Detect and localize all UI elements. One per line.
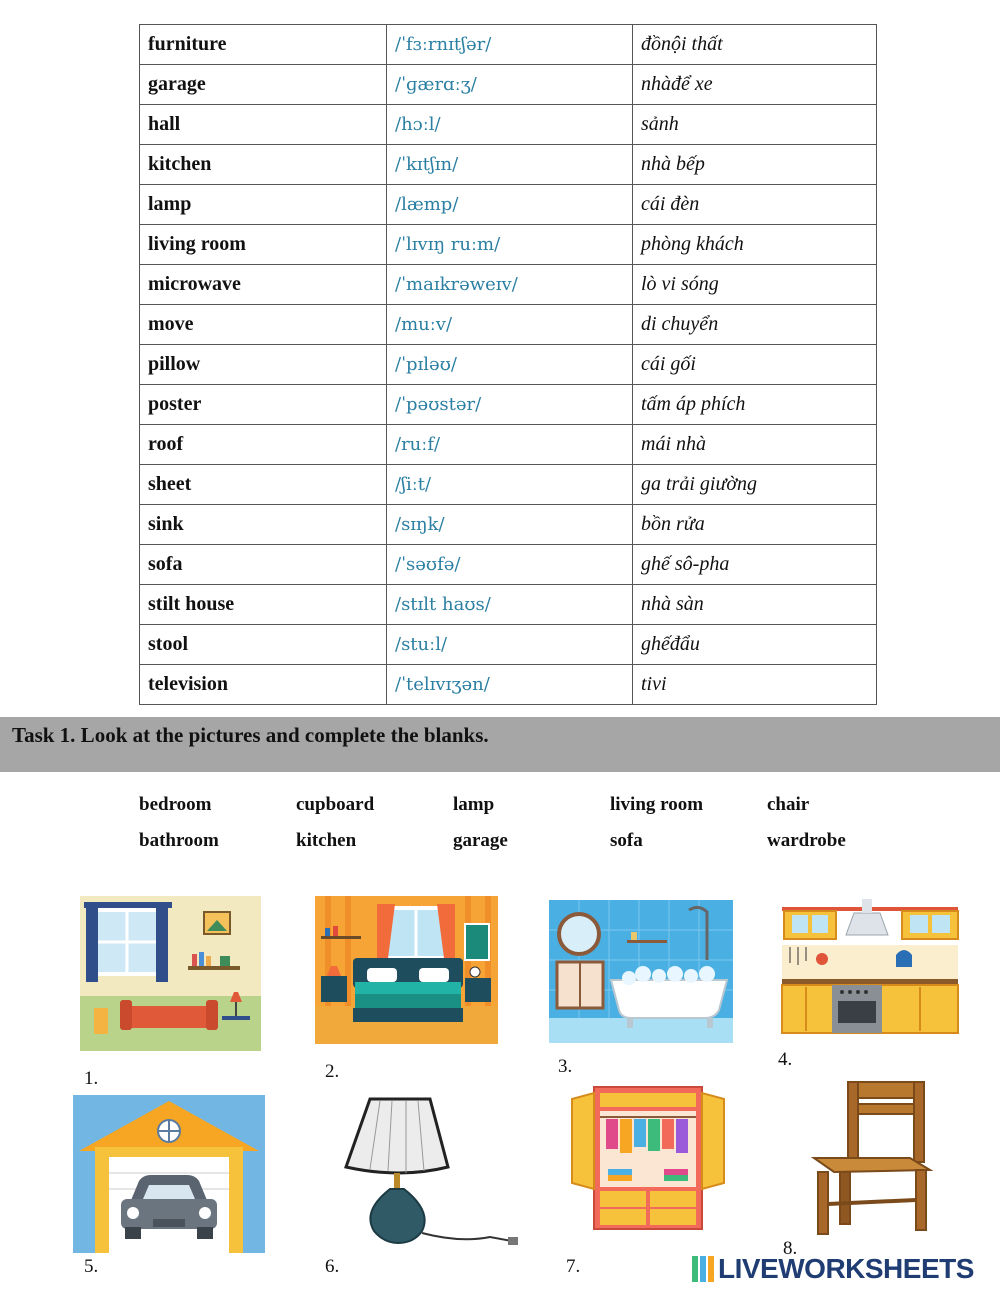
word-cell: television	[140, 665, 387, 705]
liveworksheets-logo	[692, 1252, 974, 1286]
table-row	[140, 305, 877, 345]
meaning-cell: nhàđể xe	[633, 65, 877, 105]
meaning-cell: phòng khách	[633, 225, 877, 265]
word-bank-item: kitchen	[296, 830, 357, 851]
word-bank-item: chair	[767, 794, 810, 815]
word-cell: sheet	[140, 465, 387, 505]
meaning-cell: cái đèn	[633, 185, 877, 225]
picture-number: 4.	[778, 1049, 793, 1070]
bathroom-picture	[549, 900, 733, 1043]
meaning-cell: bồn rửa	[633, 505, 877, 545]
picture-number: 6.	[325, 1256, 340, 1277]
task-title: Task 1. Look at the pictures and complete the blanks.	[12, 723, 489, 747]
word-cell: living room	[140, 225, 387, 265]
brand-name: LIVEWORKSHEETS	[718, 1253, 974, 1284]
word-cell: lamp	[140, 185, 387, 225]
vocabulary-table-body	[140, 25, 877, 705]
word-cell: hall	[140, 105, 387, 145]
ipa-cell: /stɪlt haʊs/	[387, 585, 633, 625]
ipa-cell: /ruːf/	[387, 425, 633, 465]
picture-number: 5.	[84, 1256, 99, 1277]
ipa-cell: /ˈpəʊstər/	[387, 385, 633, 425]
meaning-cell: nhà bếp	[633, 145, 877, 185]
word-cell: kitchen	[140, 145, 387, 185]
table-row	[140, 345, 877, 385]
meaning-cell: ghế sô-pha	[633, 545, 877, 585]
ipa-cell: /muːv/	[387, 305, 633, 345]
picture-number: 8.	[783, 1238, 798, 1259]
word-cell: roof	[140, 425, 387, 465]
table-row	[140, 545, 877, 585]
word-bank-item: sofa	[610, 830, 643, 851]
ipa-cell: /ˈlɪvɪŋ ruːm/	[387, 225, 633, 265]
word-bank-item: bathroom	[139, 830, 219, 851]
liveworksheets-logo-icon	[692, 1256, 714, 1282]
table-row	[140, 625, 877, 665]
wardrobe-picture	[570, 1085, 726, 1231]
picture-number: 1.	[84, 1068, 99, 1089]
meaning-cell: di chuyển	[633, 305, 877, 345]
word-cell: garage	[140, 65, 387, 105]
table-row	[140, 465, 877, 505]
table-row	[140, 105, 877, 145]
bedroom-picture	[315, 896, 498, 1044]
table-row	[140, 385, 877, 425]
table-row	[140, 585, 877, 625]
meaning-cell: cái gối	[633, 345, 877, 385]
ipa-cell: /ʃiːt/	[387, 465, 633, 505]
ipa-cell: /læmp/	[387, 185, 633, 225]
table-row	[140, 665, 877, 705]
picture-number: 3.	[558, 1056, 573, 1077]
table-row	[140, 65, 877, 105]
meaning-cell: ga trải giường	[633, 465, 877, 505]
vocabulary-table	[139, 24, 877, 705]
picture-number: 2.	[325, 1061, 340, 1082]
word-cell: stool	[140, 625, 387, 665]
table-row	[140, 265, 877, 305]
meaning-cell: tấm áp phích	[633, 385, 877, 425]
word-cell: stilt house	[140, 585, 387, 625]
ipa-cell: /ˈfɜːrnɪtʃər/	[387, 25, 633, 65]
ipa-cell: /ˈtelɪvɪʒən/	[387, 665, 633, 705]
ipa-cell: /ˈkɪtʃɪn/	[387, 145, 633, 185]
lamp-picture	[340, 1093, 524, 1251]
picture-number: 7.	[566, 1256, 581, 1277]
word-cell: microwave	[140, 265, 387, 305]
meaning-cell: sảnh	[633, 105, 877, 145]
word-cell: sofa	[140, 545, 387, 585]
word-cell: pillow	[140, 345, 387, 385]
meaning-cell: lò vi sóng	[633, 265, 877, 305]
ipa-cell: /stuːl/	[387, 625, 633, 665]
table-row	[140, 225, 877, 265]
meaning-cell: mái nhà	[633, 425, 877, 465]
word-cell: poster	[140, 385, 387, 425]
ipa-cell: /hɔːl/	[387, 105, 633, 145]
table-row	[140, 505, 877, 545]
ipa-cell: /ˈpɪləʊ/	[387, 345, 633, 385]
word-cell: move	[140, 305, 387, 345]
table-row	[140, 185, 877, 225]
chair-picture	[810, 1078, 935, 1238]
word-bank-item: bedroom	[139, 794, 212, 815]
meaning-cell: nhà sàn	[633, 585, 877, 625]
table-row	[140, 425, 877, 465]
task-banner	[0, 717, 1000, 772]
word-bank-item: cupboard	[296, 794, 375, 815]
garage-picture	[73, 1095, 265, 1253]
meaning-cell: ghếđẩu	[633, 625, 877, 665]
word-bank-item: living room	[610, 794, 704, 815]
ipa-cell: /sɪŋk/	[387, 505, 633, 545]
word-cell: sink	[140, 505, 387, 545]
table-row	[140, 25, 877, 65]
ipa-cell: /ˈmaɪkrəweɪv/	[387, 265, 633, 305]
word-bank-item: wardrobe	[767, 830, 846, 851]
ipa-cell: /ˈsəʊfə/	[387, 545, 633, 585]
table-row	[140, 145, 877, 185]
word-bank-item: garage	[453, 830, 508, 851]
meaning-cell: tivi	[633, 665, 877, 705]
word-bank-item: lamp	[453, 794, 495, 815]
living-room-picture	[80, 896, 261, 1051]
word-cell: furniture	[140, 25, 387, 65]
ipa-cell: /ˈɡærɑːʒ/	[387, 65, 633, 105]
meaning-cell: đồnội thất	[633, 25, 877, 65]
kitchen-picture	[778, 895, 962, 1036]
